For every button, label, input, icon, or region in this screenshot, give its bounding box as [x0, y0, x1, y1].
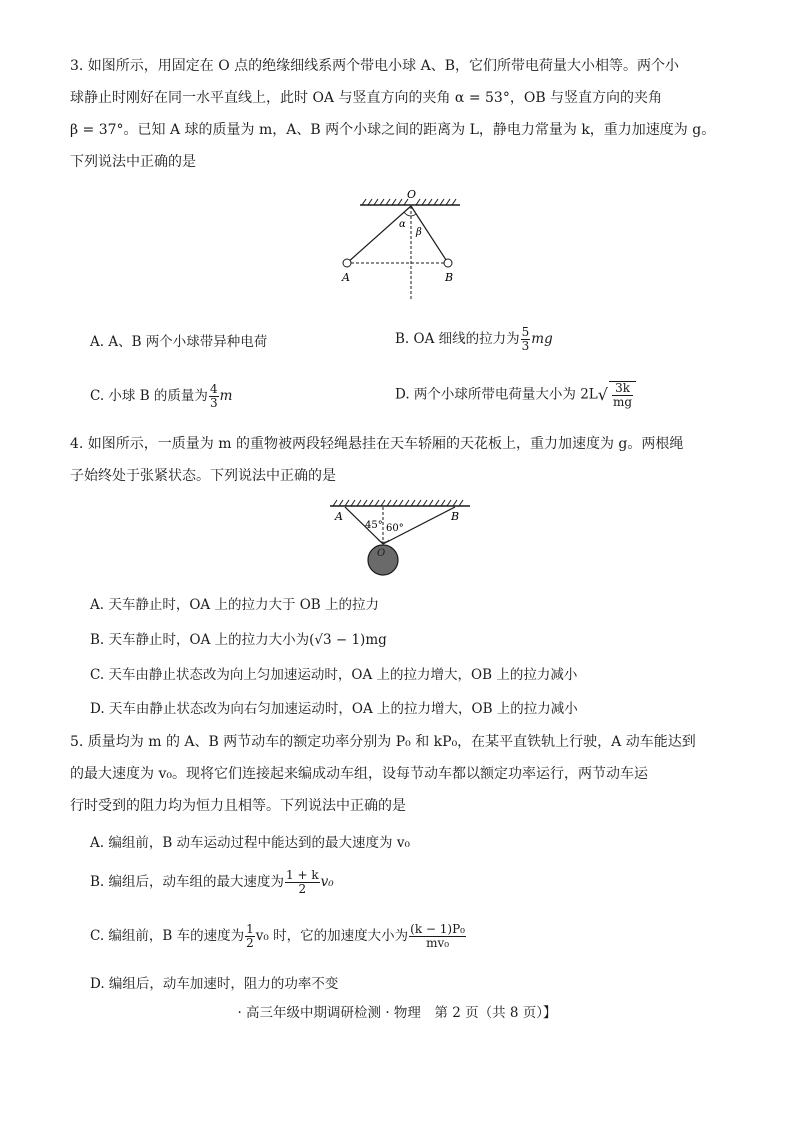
q3-label-alpha: α [399, 219, 406, 230]
q3-line2: 球静止时刚好在同一水平直线上，此时 OA 与竖直方向的夹角 α = 53°，OB 与竖直方向的夹角 [70, 90, 663, 106]
q3-option-c: C. 小球 B 的质量为 $\frac{4}{3}$ m [90, 382, 233, 410]
q3-option-d: D. 两个小球所带电荷量大小为 2L√ $\frac{3k}{mg}$ [395, 381, 636, 409]
q4-option-d: D. 天车由静止状态改为向右匀加速运动时，OA 上的拉力增大，OB 上的拉力减小 [90, 701, 578, 717]
q4-label-45: 45° [365, 520, 383, 531]
q4-option-c: C. 天车由静止状态改为向上匀加速运动时，OA 上的拉力增大，OB 上的拉力减小 [90, 667, 578, 683]
q3-figure [330, 186, 490, 304]
q5-line3: 行时受到的阻力均为恒力且相等。下列说法中正确的是 [70, 798, 406, 814]
q3-option-a: A. A、B 两个小球带异种电荷 [90, 334, 268, 350]
q4-label-60: 60° [386, 523, 404, 534]
q3-option-c-text: C. 小球 B 的质量为 [90, 388, 208, 404]
q5-option-c-text: C. 编组前，B 车的速度为 [90, 928, 245, 944]
q3-stem [70, 50, 720, 178]
page-footer: · 高三年级中期调研检测 · 物理 第 2 页（共 8 页）】 [237, 1005, 557, 1021]
q4-figure [325, 498, 475, 580]
q3-line3: β = 37°。已知 A 球的质量为 m，A、B 两个小球之间的距离为 L，静电力常量为 k，重力加速度为 g。 [70, 122, 716, 138]
q5-option-b-text: B. 编组后，动车组的最大速度为 [90, 874, 285, 890]
q4-stem [70, 428, 720, 492]
q3-label-B: B [445, 271, 454, 284]
q4-line2: 子始终处于张紧状态。下列说法中正确的是 [70, 468, 336, 484]
q5-line1: 5. 质量均为 m 的 A、B 两节动车的额定功率分别为 P₀ 和 kP₀，在某平直铁轨上行驶，A 动车能达到 [70, 734, 696, 750]
q3-line4: 下列说法中正确的是 [70, 154, 196, 170]
q5-option-c-fraction1: $\frac{1}{2}$ [246, 922, 254, 950]
q3-ball-b [444, 259, 452, 267]
q4-option-a: A. 天车静止时，OA 上的拉力大于 OB 上的拉力 [90, 597, 380, 613]
q4-label-O: O [377, 548, 386, 559]
q3-line1: 3. 如图所示，用固定在 O 点的绝缘细线系两个带电小球 A、B，它们所带电荷量大小相等。两个小 [70, 58, 680, 74]
q4-label-B: B [451, 510, 460, 523]
q5-option-b-fraction: $\frac{1 + k}{2}$ [286, 868, 319, 896]
q3-option-b-fraction: $\frac{5}{3}$ [521, 325, 530, 353]
q5-option-c-fraction2: $\frac{\text{(k − 1)P₀}}{\text{mv₀}}$ [410, 922, 465, 950]
q5-option-a: A. 编组前，B 动车运动过程中能达到的最大速度为 v₀ [90, 835, 410, 851]
q3-label-O: O [407, 188, 417, 201]
q3-label-beta: β [416, 227, 422, 238]
q4-label-A: A [335, 510, 343, 523]
q4-line1: 4. 如图所示，一质量为 m 的重物被两段轻绳悬挂在天车轿厢的天花板上，重力加速度为 g。两根绳 [70, 436, 684, 452]
q3-option-d-text: D. 两个小球所带电荷量大小为 2L [395, 386, 598, 403]
q3-ball-a [343, 259, 351, 267]
q5-stem [70, 726, 720, 822]
q3-option-b: B. OA 细线的拉力为 $\frac{5}{3}$ mg [395, 325, 553, 353]
q4-option-b: B. 天车静止时，OA 上的拉力大小为(√3 − 1)mg [90, 632, 387, 648]
q5-line2: 的最大速度为 v₀。现将它们连接起来编成动车组，设每节动车都以额定功率运行，两节动车运 [70, 766, 648, 782]
q3-option-b-text: B. OA 细线的拉力为 [395, 331, 520, 347]
q3-option-c-fraction: $\frac{4}{3}$ [209, 382, 218, 410]
q5-option-b: B. 编组后，动车组的最大速度为 $\frac{1 + k}{2}$ v₀ [90, 868, 334, 896]
q5-option-c: C. 编组前，B 车的速度为 $\frac{1}{2}$ v₀ 时，它的加速度大小为 $\frac{\text{(k − 1)P₀}}{\text{mv₀}}$ [90, 922, 465, 950]
q5-option-d: D. 编组后，动车加速时，阻力的功率不变 [90, 976, 339, 992]
q3-label-A: A [342, 271, 350, 284]
q3-option-d-sqrt: $\frac{3k}{mg}$ [609, 381, 636, 409]
